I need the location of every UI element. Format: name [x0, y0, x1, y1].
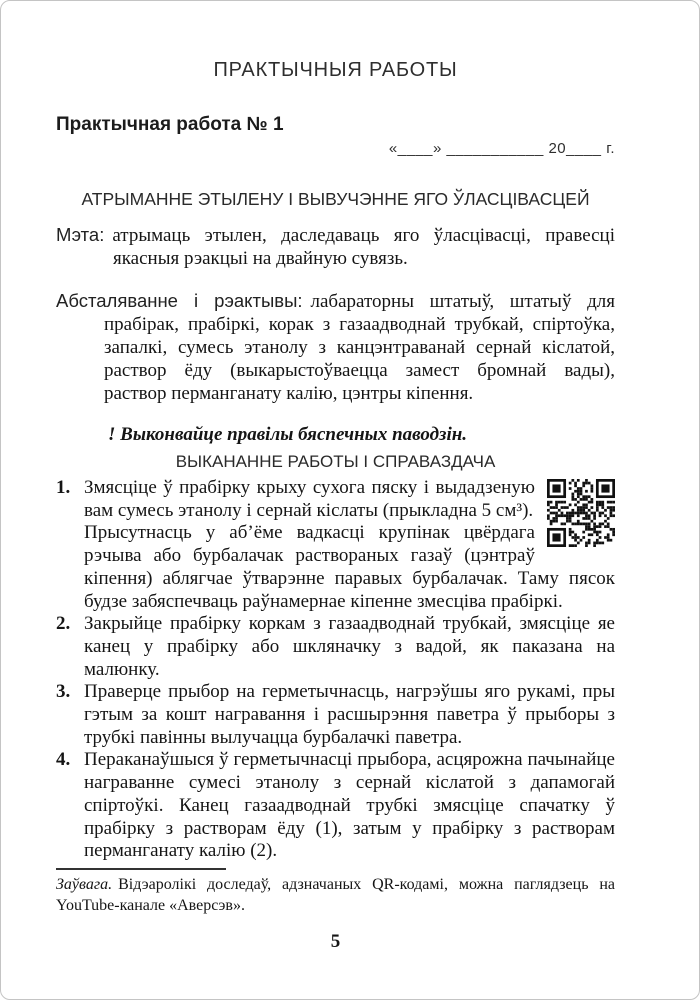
- step-text: Праверце прыбор на герметычнасць, нагрэўшы яго рукамі, пры гэтым за кошт награвання і расшырэння паветра ў прыборы з трубкі павінны вылучацца бурбалачкі паветра.: [84, 681, 615, 748]
- work-title: Практычная работа № 1: [56, 114, 284, 135]
- aim-paragraph: [56, 223, 615, 270]
- footnote-text: Відэаролікі доследаў, адзначаных QR-кодамі, можна паглядзець на YouTube-канале «Аверсэв».: [56, 875, 615, 914]
- step-note: Прысутнасць у аб’ёме вадкасці крупінак цвёрдага рэчыва або бурбалачак раствораных газаў (цэнтраў кіпення) аблягчае ўтварэнне паравых бурбалачак. Таму пясок будзе забяспечваць раўнамернае кіпенне змесціва прабіркі.: [84, 522, 615, 612]
- practical-work-title: АТРЫМАННЕ ЭТЫЛЕНУ І ВЫВУЧЭННЕ ЯГО ЎЛАСЦІВАСЦЕЙ: [81, 189, 590, 209]
- step-item-1: [56, 477, 615, 613]
- page-number: 5: [330, 930, 341, 952]
- step-text: Змясціце ў прабірку крыху сухога пяску і выдадзеную вам сумесь этанолу і сернай кіслаты (прыкладна 5 см³).: [84, 477, 535, 521]
- step-text: Пераканаўшыся ў герметычнасці прыбора, асцярожна пачынайце награванне сумесі этанолу з сернай кіслатой з дапамогай спіртоўкі. Канец газаадводнай трубкі змясціце спачатку ў прабірку з растворам ёду (1), затым у прабірку з растворам перманганату калію (2).: [84, 749, 615, 862]
- steps-list: [56, 477, 615, 863]
- footnote: [56, 874, 615, 916]
- date-blank-line: «____» ___________ 20____ г.: [388, 140, 615, 157]
- aim-label: Мэта:: [56, 224, 105, 245]
- step-item-4: [56, 749, 615, 863]
- step-number: 2.: [56, 613, 71, 635]
- step-item-2: [56, 613, 615, 681]
- equipment-paragraph: [56, 289, 615, 405]
- section-heading: ВЫКАНАННЕ РАБОТЫ І СПРАВАЗДАЧА: [175, 452, 496, 471]
- footnote-label: Заўвага.: [56, 875, 113, 893]
- step-number: 3.: [56, 681, 71, 703]
- equipment-label: Абсталяванне і рэактывы:: [56, 290, 303, 311]
- equipment-text: лабараторны штатыў, штатыў для прабірак, прабіркі, корак з газаадводнай трубкай, спіртоўка, запалкі, сумесь этанолу з канцэнтраванай сернай кіслатой, раствор ёду (выкарыстоўваецца замест бромнай вады), раствор перманганату калію, цэнтры кіпення.: [104, 291, 615, 404]
- step-number: 4.: [56, 749, 71, 771]
- aim-text: атрымаць этылен, даследаваць яго ўласцівасці, правесці якасныя рэакцыі на двайную сувязь.: [112, 225, 615, 269]
- safety-note: ! Выконвайце правілы бяспечных паводзін.: [108, 424, 468, 445]
- step-text: Закрыйце прабірку коркам з газаадводнай трубкай, змясціце яе канец у прабірку або шкляначку з вадой, як паказана на малюнку.: [84, 613, 615, 680]
- running-head: ПРАКТЫЧНЫЯ РАБОТЫ: [213, 59, 458, 81]
- step-number: 1.: [56, 477, 71, 498]
- footnote-divider: [56, 868, 226, 870]
- step-item-3: [56, 681, 615, 749]
- qr-code-icon: [547, 479, 615, 547]
